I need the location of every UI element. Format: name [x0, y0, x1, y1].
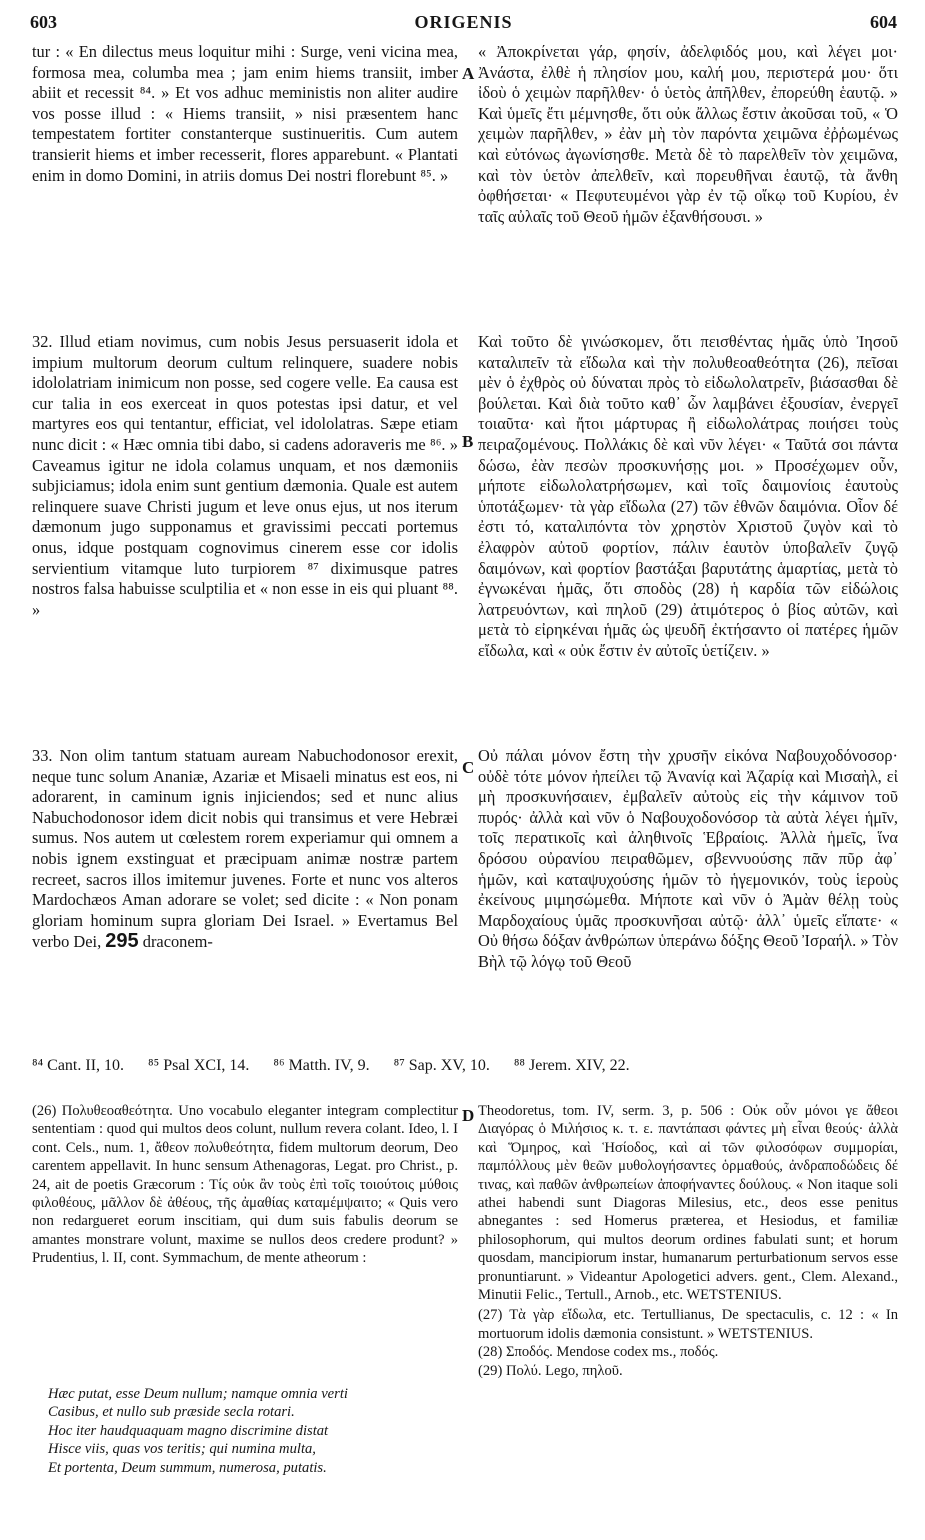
latin-text-2: 32. Illud etiam novimus, cum nobis Jesus persuaserit idola et impium multorum deorum cultum relinquere, suadere nobis idololatriam inimicum non posse, sed cogere velle. Ea causa est cur talia in eos exerceat in quos potestas ipsi datur, et vel martyres eos qui tentantur, efficiat, vel idololatras. Sæpe etiam nunc dicit : « Hæc omnia tibi dabo, si cadens adoraveris me ⁸⁶. » Caveamus igitur ne idola colamus unquam, et nos dæmoniis subjiciamus; idola enim sunt gentium dæmonia. Quale est autem relinquere suave Christi jugum et leve onus ejus, ut nos iterum dæmonum jugo supponamus et gravissimi peccati portemus onus, idque postquam cognovimus cinerem esse cor idolis servientium vitamque luto turpiorem ⁸⁷ diximusque patres nostros falsa habuisse sculptilia et « non esse in eis qui pluant ⁸⁸. » [32, 332, 458, 619]
page-number-right: 604 [870, 12, 897, 32]
footnote-ref-86: ⁸⁶ Matth. IV, 9. [273, 1057, 370, 1074]
note-26-continuation: Theodoretus, tom. IV, serm. 3, p. 506 : Οὐκ οὖν μόνοι γε ἄθεοι Διαγόρας ὁ Μιλήσιος κ. τ. ε. παντάπασι φάντες μὴ εἶναι θεούς· ἀλλὰ καὶ Ὅμηρος, καὶ Ἡσίοδος, καὶ αἱ τῶν φιλοσόφων συμμορίαι, παμπόλλους μὲν θεῶν μυθολογήσαντες ὁρμαθούς, ἀνδραποδώδεις δέ τινας, καὶ παθῶν ἀνθρωπείων ἀποφήναντες δούλους. « Non itaque soli athei habendi sunt Diagoras Milesius, etc., deos esse penitus abnegantes : sed Homerus præterea, et Hesiodus, et familiæ philosophorum, qui multos deorum ordines fabulati sunt; et horum quosdam, mancipiorum instar, humanarum perturbationum servos esse pronuntiarunt. » Videantur Apologetici advers. gent., Clem. Alexand., Minutii Felic., Tertull., Arnob., etc. WETSTENIUS. [478, 1103, 898, 1304]
latin-text-3 [32, 746, 458, 953]
greek-paragraph-1 [478, 42, 898, 332]
margin-marker-c: C [462, 758, 475, 777]
note-26 [32, 1102, 458, 1372]
greek-text-1: « Ἀποκρίνεται γάρ, φησίν, ἀδελφιδός μου, καὶ λέγει μοι· Ἀνάστα, ἐλθὲ ἡ πλησίον μου, καλή μου, περιστερά μου· ὅτι ἰδοὺ ὁ χειμὼν παρῆλθεν· ὁ ὑετὸς ἀπῆλθεν, ἐπορεύθη ἑαυτῷ. » Καὶ ὑμεῖς ἔτι μέμνησθε, ὅτι οὐκ ἄλλως ἔστιν ἀκοῦσαι τοῦ, « Ὁ χειμὼν παρῆλθεν, » ἐὰν μὴ τὸν παρόντα χειμῶνα ἐῤῥωμένως καὶ εὐτόνως ἀγωνίσησθε. Μετὰ δὲ τὸ παρελθεῖν τὸν χειμῶνα, καὶ τὸν ὑετὸν ἀπελθεῖν, καὶ πορευθῆναι ἑαυτῷ, τὰ ἄνθη ὀφθήσεται· « Πεφυτευμένοι γὰρ ἐν τῷ οἴκῳ τοῦ Κυρίου, ἐν ταῖς αὐλαῖς τοῦ Θεοῦ ἡμῶν ἐξανθήσουσι. » [478, 42, 898, 226]
margin-marker-b: B [462, 432, 474, 451]
latin-paragraph-3 [32, 746, 458, 1026]
greek-paragraph-2 [478, 332, 898, 746]
note-28: (28) Σποδός. Mendose codex ms., ποδός. [478, 1344, 719, 1361]
verse-line-2: Casibus, et nullo sub præside secla rotari. [48, 1404, 295, 1421]
latin-text-1: tur : « En dilectus meus loquitur mihi : Surge, veni vicina mea, formosa mea, columba mea ; jam enim hiems transiit, imber abiit et recessit ⁸⁴. » Et vos adhuc meministis non aliter audire vos posse illud : « Hiems transiit, » nisi præsentem hanc tempestatem fortiter constanterque sustinueritis. Cum autem transierit hiems et imber recesserit, flores apparebunt. « Plantati enim in domo Domini, in atriis domus Dei nostri florebunt ⁸⁵. » [32, 42, 458, 185]
footnote-ref-84: ⁸⁴ Cant. II, 10. [32, 1057, 125, 1074]
greek-text-2: Καὶ τοῦτο δὲ γινώσκομεν, ὅτι πεισθέντας ἡμᾶς ὑπὸ Ἰησοῦ καταλιπεῖν τὰ εἴδωλα καὶ τὴν πολυθεοαθεότητα (26), πεῖσαι μὲν ὁ ἐχθρὸς οὐ δύναται πρὸς τὸ εἰδωλολατρεῖν, βιάσασθαι δὲ βούλεται. Καὶ διὰ τοῦτο καθ᾽ ὧν λαμβάνει ἐξουσίαν, ἐνεργεῖ τοιαῦτα· καὶ ἤτοι μάρτυρας ἢ εἰδωλολάτρας ποιήσει τοὺς πειραζομένους. Πολλάκις δὲ καὶ νῦν λέγει· « Ταῦτά σοι πάντα δώσω, ἐὰν πεσὼν προσκυνήσῃς μοι. » Προσέχωμεν οὖν, μήποτε εἰδωλολατρήσωμεν, καὶ τοῖς δαιμονίοις ἑαυτοὺς ὑποτάξωμεν· τὰ γὰρ εἴδωλα (27) τῶν ἐθνῶν δαιμόνια. Οἷον δέ ἐστι τό, καταλιπόντα τὸν χρηστὸν Χριστοῦ ζυγὸν καὶ τὸ ἐλαφρὸν αὐτοῦ φορτίον, πάλιν ἑαυτὸν ὑποβαλεῖν ζυγῷ δαιμόνων, καὶ φορτίον βαστάξαι βαρυτάτης ἁμαρτίας, μετὰ τὸ ἐγνωκέναι ἡμᾶς, ὅτι σποδὸς (28) ἡ καρδία τῶν εἰδώλοις λατρευόντων, καὶ πηλοῦ (29) ἀτιμότερος ὁ βίος αὐτῶν, καὶ μετὰ τὸ εἰρηκέναι ἡμᾶς ὡς ψευδῆ ἐκτήσαντο οἱ πατέρες ἡμῶν εἴδωλα, καὶ « οὐκ ἔστιν ἐν αὐτοῖς ὑετίζειν. » [478, 332, 898, 660]
greek-paragraph-3 [478, 746, 898, 1038]
note-29: (29) Πολύ. Lego, πηλοῦ. [478, 1362, 623, 1379]
verse-line-5: Et portenta, Deum summum, numerosa, putatis. [48, 1459, 327, 1476]
footnote-ref-87: ⁸⁷ Sap. XV, 10. [393, 1057, 490, 1074]
latin-text-3-body: 33. Non olim tantum statuam auream Nabuchodonosor erexit, neque tunc solum Ananiæ, Azariæ et Misaeli minatus est eos, ni adorarent, in caminum ignis injiciendos; sed et nunc alius Nabuchodonosor idem dicit nobis qui transimus et vere Hebræi sumus. Nos autem ut cœlestem rorem experiamur qui omnem a nobis ignem exstinguat et præcipuam animæ nostræ partem recreet, sacros illos imitemur juvenes. Forte et nunc vos alteros Mardochæos Aman adorare se volet; sed dicite : « Non ponam gloriam hominum supra gloriam Dei Israel. » Evertamus Bel verbo Dei, [32, 746, 458, 952]
greek-text-3: Οὐ πάλαι μόνον ἔστη τὴν χρυσῆν εἰκόνα Ναβουχοδόνοσορ· οὐδὲ τότε μόνον ἠπείλει τῷ Ἀνανίᾳ καὶ Ἀζαρίᾳ καὶ Μισαὴλ, εἰ μὴ προσκυνήσαιεν, ἐμβαλεῖν αὐτοὺς εἰς τὴν κάμινον τοῦ πυρός· ἀλλὰ καὶ νῦν ὁ Ναβουχοδονόσορ τὰ αὐτὰ λέγει ἡμῖν, τοῖς περατικοῖς καὶ ἀληθινοῖς Ἑβραίοις. Ἀλλὰ ἡμεῖς, ἵνα δρόσου οὐρανίου πειραθῶμεν, σβεννυούσης πᾶν πῦρ ἀφ᾽ ἡμῶν, καὶ καταψυχούσης ἡμῶν τὸ ἡγεμονικόν, τοὺς ἱεροὺς ἐκείνους μιμησώμεθα. Μήποτε καὶ νῦν ὁ Ἀμὰν θέλῃ τοὺς Μαρδοχαίους ὑμᾶς προσκυνῆσαι αὐτῷ· ἀλλ᾽ ὑμεῖς εἴπατε· « Οὐ θήσω δόξαν ἀνθρώπων ὑπεράνω δόξης Θεοῦ Ἰσραήλ. » Τὸν Βὴλ τῷ λόγῳ τοῦ Θεοῦ [478, 746, 898, 971]
latin-text-3-end: draconem- [142, 932, 213, 952]
notes-right [478, 1102, 898, 1532]
footnote-references [32, 1056, 898, 1076]
verse-line-4: Hisce viis, quas vos teritis; qui numina multa, [48, 1441, 316, 1458]
note-26-text: (26) Πολυθεοαθεότητα. Uno vocabulo eleganter integram complectitur sententiam : quod qui multos deos colunt, nullum revera colant. Ideo, l. I cont. Cels., num. 1, ἄθεον πολυθεότητα, fidem multorum deorum, Deo carentem appellavit. In hunc sensum Athenagoras, Legat. pro Christ., p. 24, ait de poetis Græcorum : Τίς οὐκ ἂν τοὺς ἐπὶ τοῖς τοιούτοις μύθοις φιλοθέους, μᾶλλον δὲ ἀθέους, τῆς ἀμαθίας καταμέμψαιτο; « Quis vero non redargueret eorum inscitiam, qui dum suis fabulis deorum se amantes monstrare volunt, maxime se nullos deos credere produnt? » Prudentius, l. II, cont. Symmachum, de mente atheorum : [32, 1103, 458, 1267]
prudentius-verse [48, 1385, 458, 1477]
running-title: ORIGENIS [414, 12, 513, 32]
latin-paragraph-2 [32, 332, 458, 724]
margin-marker-a: A [462, 64, 475, 83]
footnote-ref-88: ⁸⁸ Jerem. XIV, 22. [513, 1057, 630, 1074]
verse-line-1: Hæc putat, esse Deum nullum; namque omnia verti [48, 1386, 348, 1402]
note-27: (27) Τὰ γὰρ εἴδωλα, etc. Tertullianus, De spectaculis, c. 12 : « In mortuorum idolis dæmonia consistunt. » WETSTENIUS. [478, 1307, 898, 1342]
latin-paragraph-1 [32, 42, 458, 272]
edition-page-number: 295 [105, 930, 139, 953]
page-header [30, 12, 897, 38]
footnote-ref-85: ⁸⁵ Psal XCI, 14. [148, 1057, 250, 1074]
page-number-left: 603 [30, 12, 57, 32]
margin-marker-d: D [462, 1106, 475, 1125]
verse-line-3: Hoc iter haudquaquam magno discrimine distat [48, 1422, 329, 1439]
